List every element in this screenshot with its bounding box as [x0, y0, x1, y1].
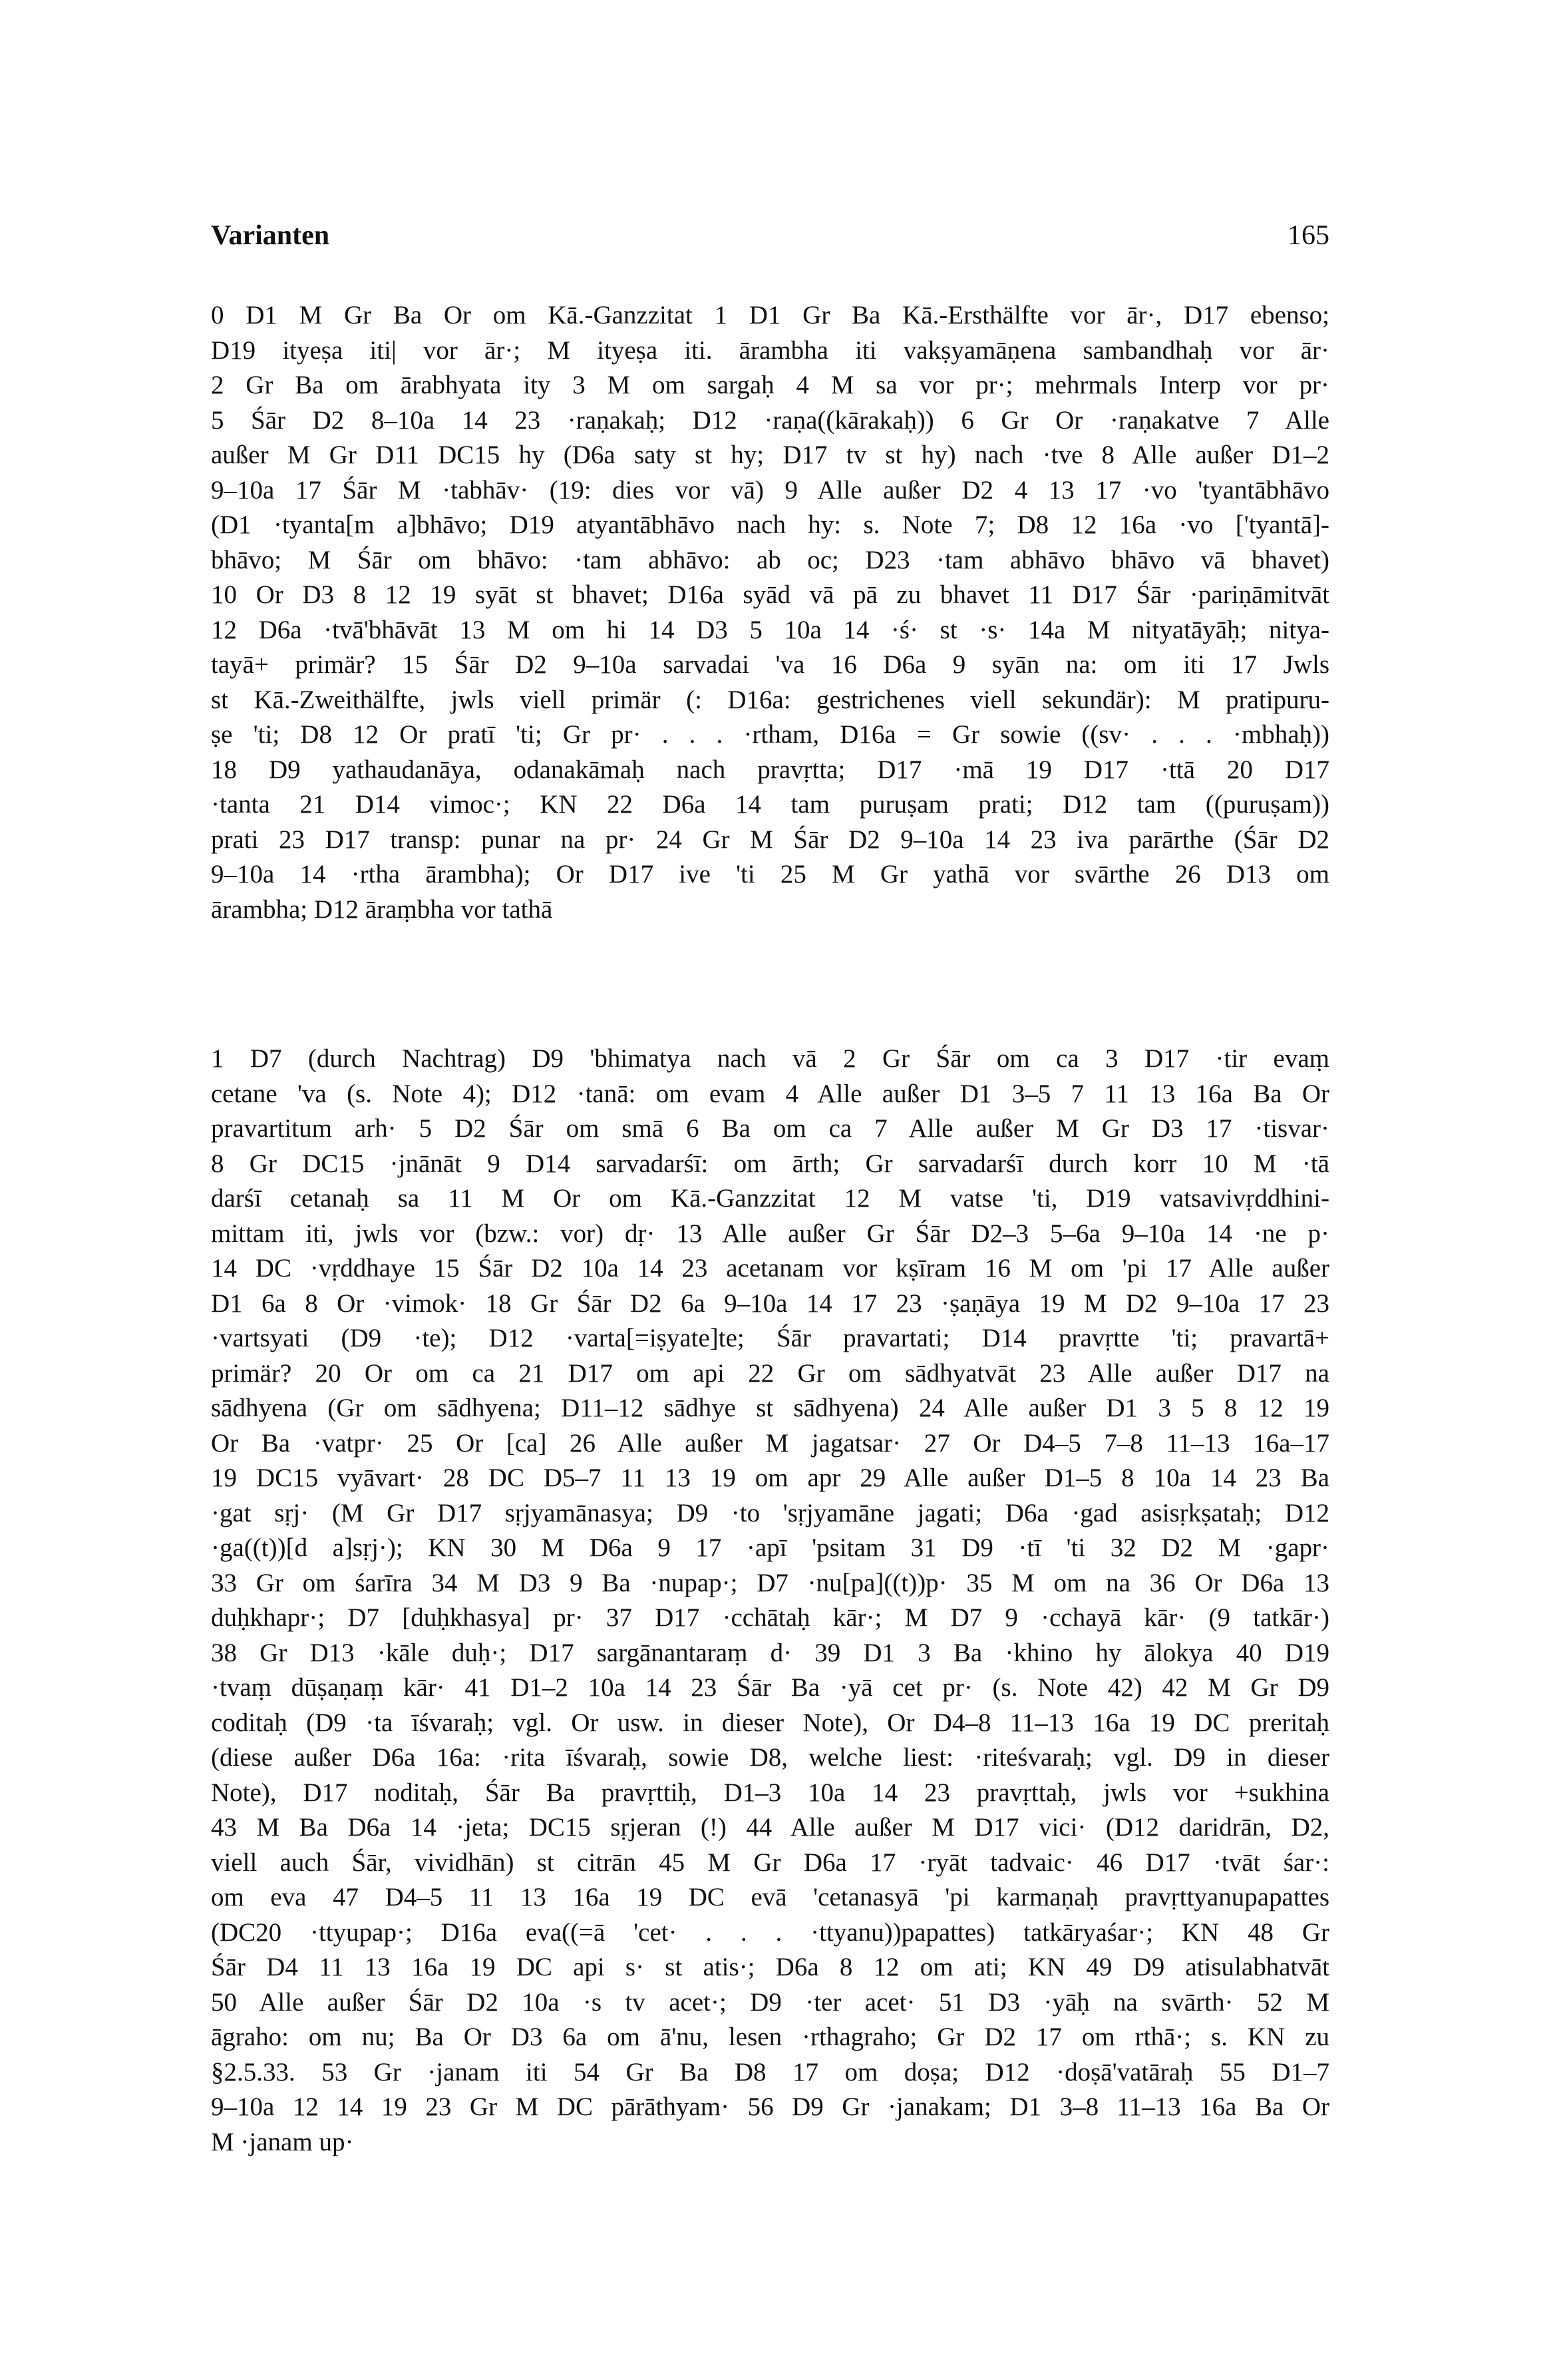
apparatus-line: ·gat sṛj· (M Gr D17 sṛjyamānasya; D9 ·to 'sṛjyamāne jagati; D6a ·gad asisṛkṣataḥ; D12: [211, 1498, 1329, 1527]
apparatus-line: Note), D17 noditaḥ, Śār Ba pravṛttiḥ, D1–3 10a 14 23 pravṛttaḥ, jwls vor +sukhina: [211, 1778, 1329, 1807]
apparatus-line: coditaḥ (D9 ·ta īśvaraḥ; vgl. Or usw. in dieser Note), Or D4–8 11–13 16a 19 DC preritaḥ: [211, 1708, 1329, 1737]
apparatus-line: (diese außer D6a 16a: ·rita īśvaraḥ, sowie D8, welche liest: ·riteśvaraḥ; vgl. D9 in dieser: [211, 1743, 1329, 1772]
apparatus-line: viell auch Śār, vividhān) st citrān 45 M Gr D6a 17 ·ryāt tadvaic· 46 D17 ·tvāt śar·:: [211, 1848, 1329, 1877]
apparatus-line: 9–10a 12 14 19 23 Gr M DC pārāthyam· 56 D9 Gr ·janakam; D1 3–8 11–13 16a Ba Or: [211, 2092, 1329, 2121]
apparatus-line: (DC20 ·ttyupap·; D16a eva((=ā 'cet· . . . ·ttyanu))papattes) tatkāryaśar·; KN 48 Gr: [211, 1917, 1329, 1947]
apparatus-lower: [211, 1042, 1329, 2160]
apparatus-line: om eva 47 D4–5 11 13 16a 19 DC evā 'cetanasyā 'pi karmaṇaḥ pravṛttyanupapattes: [211, 1883, 1329, 1911]
apparatus-line: 14 DC ·vṛddhaye 15 Śār D2 10a 14 23 acetanam vor kṣīram 16 M om 'pi 17 Alle außer: [211, 1254, 1329, 1283]
apparatus-upper: [211, 298, 1329, 927]
apparatus-line: āgraho: om nu; Ba Or D3 6a om ā'nu, lesen ·rthagraho; Gr D2 17 om rthā·; s. KN zu: [211, 2023, 1329, 2051]
apparatus-line: D1 6a 8 Or ·vimok· 18 Gr Śār D2 6a 9–10a 14 17 23 ·ṣaṇāya 19 M D2 9–10a 17 23: [211, 1289, 1329, 1318]
apparatus-line: 9–10a 17 Śār M ·tabhāv· (19: dies vor vā) 9 Alle außer D2 4 13 17 ·vo 'tyantābhāvo: [211, 475, 1329, 504]
apparatus-line: Śār D4 11 13 16a 19 DC api s· st atis·; D6a 8 12 om ati; KN 49 D9 atisulabhatvāt: [211, 1953, 1329, 1981]
running-title: Varianten: [211, 220, 330, 251]
apparatus-line: primär? 20 Or om ca 21 D17 om api 22 Gr om sādhyatvāt 23 Alle außer D17 na: [211, 1358, 1329, 1388]
apparatus-line: mittam iti, jwls vor (bzw.: vor) dṛ· 13 Alle außer Gr Śār D2–3 5–6a 9–10a 14 ·ne p·: [211, 1219, 1329, 1248]
apparatus-line: Or Ba ·vatpr· 25 Or [ca] 26 Alle außer M jagatsar· 27 Or D4–5 7–8 11–13 16a–17: [211, 1428, 1329, 1458]
apparatus-line: cetane 'va (s. Note 4); D12 ·tanā: om evam 4 Alle außer D1 3–5 7 11 13 16a Ba Or: [211, 1079, 1329, 1108]
apparatus-line: 1 D7 (durch Nachtrag) D9 'bhimatya nach vā 2 Gr Śār om ca 3 D17 ·tir evaṃ: [211, 1044, 1329, 1073]
apparatus-line: 38 Gr D13 ·kāle duḥ·; D17 sargānantaraṃ d· 39 D1 3 Ba ·khino hy ālokya 40 D19: [211, 1638, 1329, 1667]
apparatus-line: pravartitum arh· 5 D2 Śār om smā 6 Ba om ca 7 Alle außer M Gr D3 17 ·tisvar·: [211, 1114, 1329, 1143]
apparatus-line: M ·janam up·: [211, 2127, 354, 2156]
apparatus-line: tayā+ primär? 15 Śār D2 9–10a sarvadai 'va 16 D6a 9 syān na: om iti 17 Jwls: [211, 650, 1329, 679]
apparatus-line: 9–10a 14 ·rtha ārambha); Or D17 ive 'ti 25 M Gr yathā vor svārthe 26 D13 om: [211, 860, 1329, 889]
running-head: [211, 220, 1329, 252]
apparatus-line: ārambha; D12 āraṃbha vor tathā: [211, 894, 553, 924]
apparatus-line: darśī cetanaḥ sa 11 M Or om Kā.-Ganzzitat 12 M vatse 'ti, D19 vatsavivṛddhini-: [211, 1184, 1329, 1213]
apparatus-line: 8 Gr DC15 ·jnānāt 9 D14 sarvadarśī: om ārth; Gr sarvadarśī durch korr 10 M ·tā: [211, 1149, 1329, 1178]
apparatus-line: ·tvaṃ dūṣaṇaṃ kār· 41 D1–2 10a 14 23 Śār Ba ·yā cet pr· (s. Note 42) 42 M Gr D9: [211, 1673, 1329, 1702]
apparatus-line: §2.5.33. 53 Gr ·janam iti 54 Gr Ba D8 17 om doṣa; D12 ·doṣā'vatāraḥ 55 D1–7: [211, 2057, 1329, 2086]
apparatus-line: ·tanta 21 D14 vimoc·; KN 22 D6a 14 tam puruṣam prati; D12 tam ((puruṣam)): [211, 790, 1329, 819]
apparatus-line: 10 Or D3 8 12 19 syāt st bhavet; D16a syād vā pā zu bhavet 11 D17 Śār ·pariṇāmitvāt: [211, 580, 1329, 609]
page-number: 165: [1288, 220, 1329, 251]
apparatus-line: ṣe 'ti; D8 12 Or pratī 'ti; Gr pr· . . . ·rtham, D16a = Gr sowie ((sv· . . . ·mbhaḥ)): [211, 720, 1329, 749]
apparatus-line: sādhyena (Gr om sādhyena; D11–12 sādhye st sādhyena) 24 Alle außer D1 3 5 8 12 19: [211, 1394, 1329, 1422]
apparatus-line: 2 Gr Ba om ārabhyata ity 3 M om sargaḥ 4 M sa vor pr·; mehrmals Interp vor pr·: [211, 371, 1329, 399]
apparatus-line: ·ga((t))[d a]sṛj·); KN 30 M D6a 9 17 ·apī 'psitam 31 D9 ·tī 'ti 32 D2 M ·gapr·: [211, 1533, 1329, 1562]
apparatus-line: duḥkhapr·; D7 [duḥkhasya] pr· 37 D17 ·cchātaḥ kār·; M D7 9 ·cchayā kār· (9 tatkār·): [211, 1603, 1329, 1632]
apparatus-line: 50 Alle außer Śār D2 10a ·s tv acet·; D9 ·ter acet· 51 D3 ·yāḥ na svārth· 52 M: [211, 1987, 1329, 2017]
apparatus-line: 12 D6a ·tvā'bhāvāt 13 M om hi 14 D3 5 10a 14 ·ś· st ·s· 14a M nityatāyāḥ; nitya-: [211, 615, 1329, 644]
apparatus-line: 33 Gr om śarīra 34 M D3 9 Ba ·nupap·; D7 ·nu[pa]((t))p· 35 M om na 36 Or D6a 13: [211, 1568, 1329, 1597]
apparatus-line: 43 M Ba D6a 14 ·jeta; DC15 sṛjeran (!) 44 Alle außer M D17 vici· (D12 daridrān, D2,: [211, 1813, 1329, 1842]
apparatus-line: prati 23 D17 transp: punar na pr· 24 Gr M Śār D2 9–10a 14 23 iva parārthe (Śār D2: [211, 825, 1329, 854]
apparatus-line: ·vartsyati (D9 ·te); D12 ·varta[=iṣyate]te; Śār pravartati; D14 pravṛtte 'ti; pravartā+: [211, 1324, 1329, 1352]
apparatus-line: D19 ityeṣa iti| vor ār·; M ityeṣa iti. ārambha iti vakṣyamāṇena sambandhaḥ vor ār·: [211, 335, 1329, 365]
apparatus-line: außer M Gr D11 DC15 hy (D6a saty st hy; D17 tv st hy) nach ·tve 8 Alle außer D1–2: [211, 441, 1329, 469]
apparatus-line: (D1 ·tyanta[m a]bhāvo; D19 atyantābhāvo nach hy: s. Note 7; D8 12 16a ·vo ['tyantā]-: [211, 510, 1329, 539]
apparatus-line: 5 Śār D2 8–10a 14 23 ·raṇakaḥ; D12 ·raṇa((kārakaḥ)) 6 Gr Or ·raṇakatve 7 Alle: [211, 405, 1329, 435]
apparatus-line: 0 D1 M Gr Ba Or om Kā.-Ganzzitat 1 D1 Gr Ba Kā.-Ersthälfte vor ār·, D17 ebenso;: [211, 301, 1329, 329]
apparatus-line: st Kā.-Zweithälfte, jwls viell primär (: D16a: gestrichenes viell sekundär): M pratipuru-: [211, 685, 1329, 714]
apparatus-line: 18 D9 yathaudanāya, odanakāmaḥ nach pravṛtta; D17 ·mā 19 D17 ·ttā 20 D17: [211, 755, 1329, 784]
apparatus-line: 19 DC15 vyāvart· 28 DC D5–7 11 13 19 om apr 29 Alle außer D1–5 8 10a 14 23 Ba: [211, 1464, 1329, 1492]
apparatus-line: bhāvo; M Śār om bhāvo: ·tam abhāvo: ab oc; D23 ·tam abhāvo bhāvo vā bhavet): [211, 545, 1329, 574]
